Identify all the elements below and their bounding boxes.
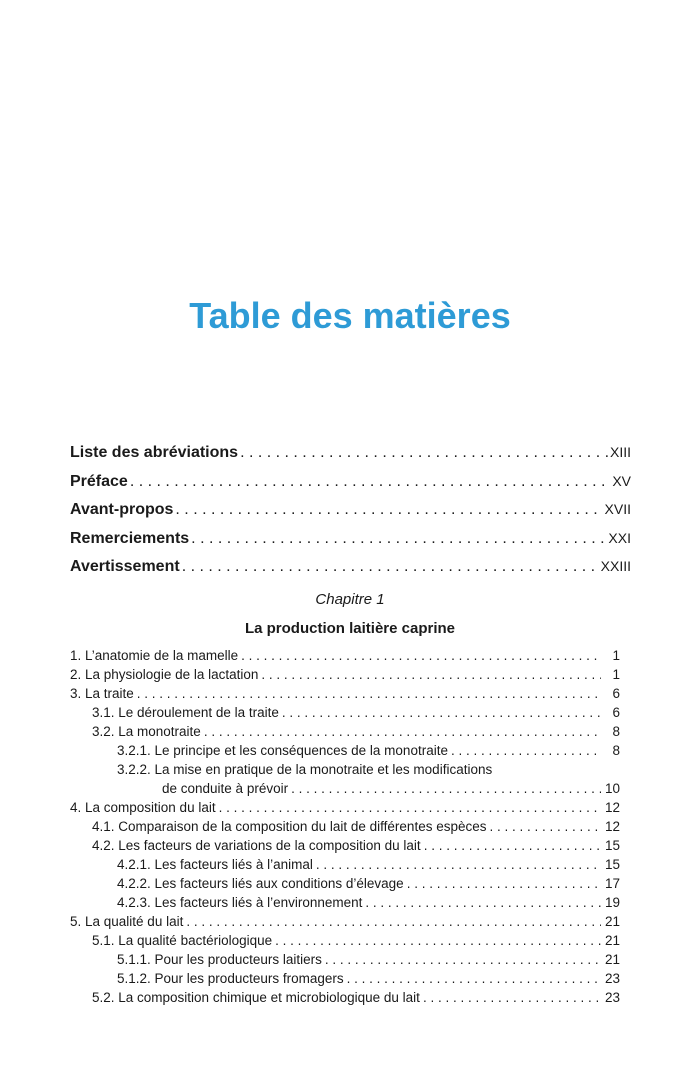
- toc-entry[interactable]: [70, 912, 631, 931]
- toc-entry[interactable]: [70, 836, 631, 855]
- entry-label: Remerciements: [70, 529, 190, 547]
- entry-page: 19: [604, 895, 620, 910]
- toc-entry[interactable]: [70, 741, 631, 760]
- entry-page: 6: [612, 686, 620, 701]
- toc-entry[interactable]: [70, 950, 631, 969]
- dot-leader: [241, 646, 601, 665]
- toc-entry[interactable]: [70, 665, 631, 684]
- entry-label: 3. La traite: [70, 686, 134, 701]
- entry-page: XXI: [608, 529, 631, 546]
- entry-page: 23: [604, 971, 620, 986]
- dot-leader: [365, 893, 601, 912]
- entry-page: XXIII: [600, 558, 631, 574]
- entry-page: 21: [604, 914, 620, 929]
- dot-leader: [347, 969, 601, 988]
- dot-leader: [424, 836, 601, 855]
- dot-leader: [204, 722, 601, 741]
- dot-leader: [291, 779, 601, 798]
- toc-entry[interactable]: [70, 874, 631, 893]
- dot-leader: [191, 525, 606, 554]
- entry-page: 10: [604, 781, 620, 796]
- entry-page: 6: [612, 705, 620, 720]
- dot-leader: [240, 439, 608, 468]
- entry-label-continued: de conduite à prévoir: [162, 781, 289, 796]
- entry-label: 5.2. La composition chimique et microbiologique du lait: [92, 990, 420, 1005]
- entry-label: 3.2.1. Le principe et les conséquences de la monotraite: [117, 743, 448, 758]
- dot-leader: [186, 912, 601, 931]
- dot-leader: [130, 468, 610, 497]
- toc-entry[interactable]: [70, 855, 631, 874]
- entry-label: Préface: [70, 472, 128, 490]
- entry-page: 8: [612, 724, 620, 739]
- toc-entry[interactable]: [70, 931, 631, 950]
- front-matter-item[interactable]: [70, 467, 631, 496]
- entry-page: 23: [604, 990, 620, 1005]
- dot-leader: [275, 931, 601, 950]
- entry-page: 12: [604, 800, 620, 815]
- dot-leader: [137, 684, 601, 703]
- toc-entry[interactable]: [70, 798, 631, 817]
- dot-leader: [316, 855, 601, 874]
- entry-label: Avertissement: [70, 558, 180, 575]
- entry-page: 21: [604, 933, 620, 948]
- entry-label: Avant-propos: [70, 501, 174, 518]
- page-title: Table des matières: [189, 295, 511, 336]
- toc-entry[interactable]: [70, 722, 631, 741]
- dot-leader: [325, 950, 601, 969]
- entry-label: Liste des abréviations: [70, 444, 239, 461]
- entry-label: 4.2. Les facteurs de variations de la composition du lait: [92, 838, 421, 853]
- dot-leader: [261, 665, 601, 684]
- entry-label: 3.2.2. La mise en pratique de la monotraite et les modifications: [117, 762, 493, 777]
- entry-label: 5.1. La qualité bactériologique: [92, 933, 273, 948]
- entry-label: 5.1.1. Pour les producteurs laitiers: [117, 952, 322, 967]
- toc-entry[interactable]: [70, 684, 631, 703]
- front-matter-item[interactable]: [70, 524, 631, 553]
- entry-label: 2. La physiologie de la lactation: [70, 667, 259, 682]
- entry-page: 1: [612, 667, 620, 682]
- entry-label: 4. La composition du lait: [70, 800, 216, 815]
- chapter-number: Chapitre 1: [315, 591, 385, 608]
- entry-continuation: [117, 779, 631, 798]
- dot-leader: [423, 988, 601, 1007]
- toc-entry[interactable]: [70, 760, 631, 798]
- entry-label: 1. L’anatomie de la mamelle: [70, 648, 239, 663]
- entry-label: 3.1. Le déroulement de la traite: [92, 705, 279, 720]
- toc-entry[interactable]: [70, 703, 631, 722]
- entry-label: 3.2. La monotraite: [92, 724, 201, 739]
- dot-leader: [407, 874, 601, 893]
- dot-leader: [451, 741, 601, 760]
- toc-entry[interactable]: [70, 969, 631, 988]
- front-matter-list: [70, 438, 631, 581]
- dot-leader: [175, 496, 602, 525]
- entry-page: 15: [604, 838, 620, 853]
- entry-page: 12: [604, 819, 620, 834]
- entry-page: 1: [612, 648, 620, 663]
- entry-label: 4.1. Comparaison de la composition du lait de différentes espèces: [92, 819, 487, 834]
- dot-leader: [219, 798, 601, 817]
- dot-leader: [490, 817, 602, 836]
- entry-page: 21: [604, 952, 620, 967]
- entry-page: 8: [612, 743, 620, 758]
- entry-label: 4.2.1. Les facteurs liés à l’animal: [117, 857, 313, 872]
- entry-page: 17: [604, 876, 620, 891]
- front-matter-item[interactable]: [70, 438, 631, 467]
- toc-entry[interactable]: [70, 893, 631, 912]
- entry-label: 4.2.2. Les facteurs liés aux conditions d’élevage: [117, 876, 404, 891]
- chapter-toc: [70, 646, 631, 1007]
- chapter-title: La production laitière caprine: [244, 620, 456, 637]
- front-matter-item[interactable]: [70, 552, 631, 581]
- toc-entry[interactable]: [70, 988, 631, 1007]
- dot-leader: [182, 553, 599, 582]
- entry-page: XV: [612, 472, 631, 489]
- entry-page: XIII: [609, 444, 631, 460]
- dot-leader: [282, 703, 601, 722]
- toc-entry[interactable]: [70, 646, 631, 665]
- front-matter-item[interactable]: [70, 495, 631, 524]
- entry-label: 4.2.3. Les facteurs liés à l’environnement: [117, 895, 363, 910]
- entry-label: 5. La qualité du lait: [70, 914, 184, 929]
- toc-entry[interactable]: [70, 817, 631, 836]
- entry-page: 15: [604, 857, 620, 872]
- entry-page: XVII: [604, 501, 631, 517]
- entry-label: 5.1.2. Pour les producteurs fromagers: [117, 971, 344, 986]
